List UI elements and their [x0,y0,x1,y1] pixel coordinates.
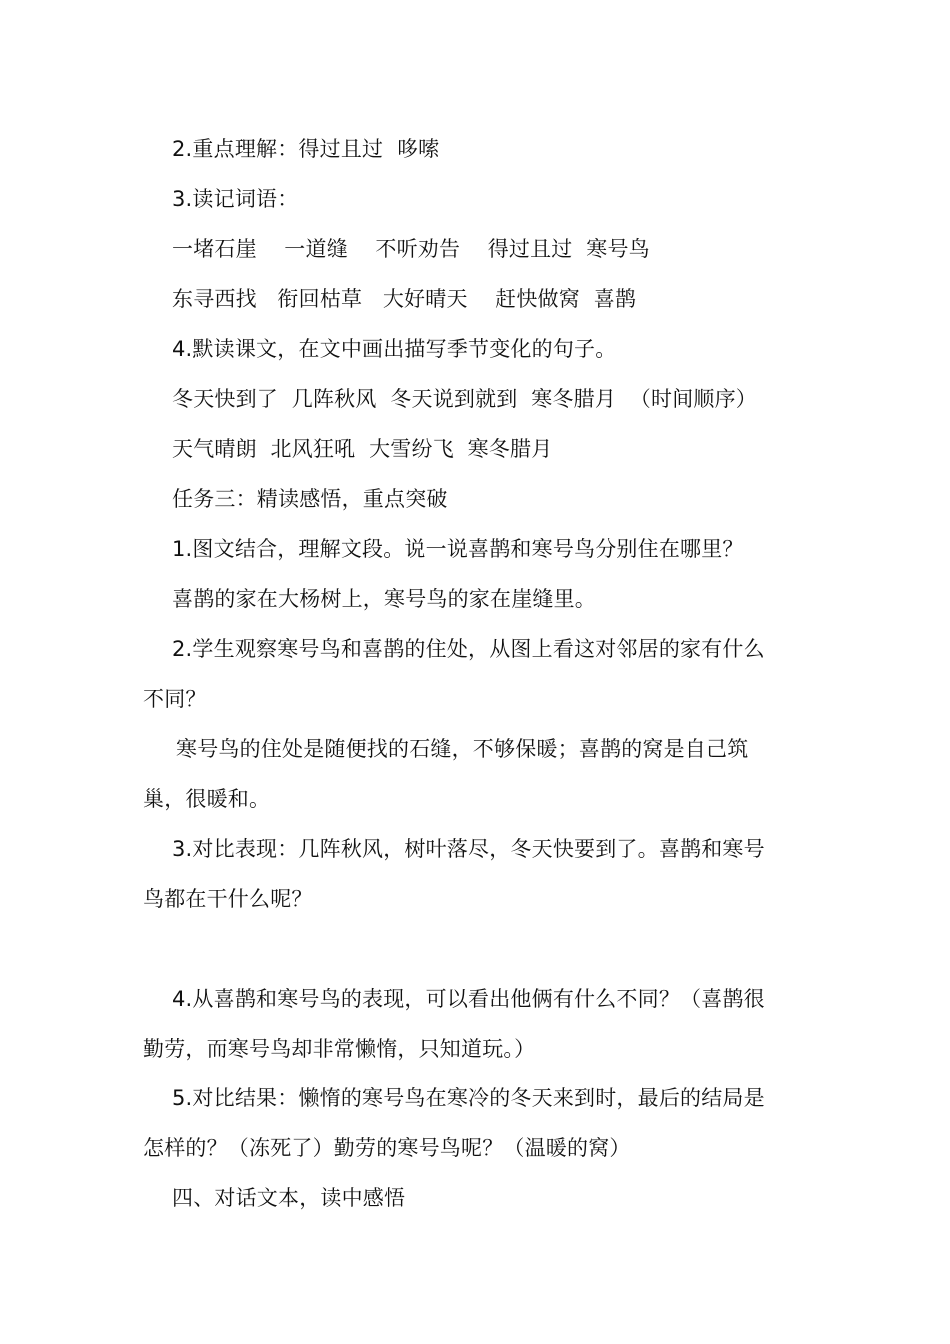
text-line-question-3-part-1: 3.对比表现：几阵秋风，树叶落尽，冬天快要到了。喜鹊和寒号 [172,837,765,861]
text-line-answer-2-part-2: 巢，很暖和。 [143,787,271,811]
text-line-answer-1: 喜鹊的家在大杨树上，寒号鸟的家在崖缝里。 [172,587,596,611]
text-line-season-order: 冬天快到了 几阵秋风 冬天说到就到 寒冬腊月 （时间顺序） [172,387,757,411]
text-line-question-5-part-1: 5.对比结果：懒惰的寒号鸟在寒冷的冬天来到时，最后的结局是 [172,1086,765,1110]
text-line-vocabulary-row-1: 一堵石崖 一道缝 不听劝告 得过且过 寒号鸟 [172,237,650,261]
text-line-question-1: 1.图文结合，理解文段。说一说喜鹊和寒号鸟分别住在哪里？ [172,537,744,561]
text-line-key-understanding: 2.重点理解：得过且过 哆嗦 [172,137,440,161]
text-line-question-4-part-2: 勤劳，而寒号鸟却非常懒惰，只知道玩。） [143,1037,536,1061]
text-line-task-three-heading: 任务三：精读感悟，重点突破 [172,487,448,511]
text-line-question-5-part-2: 怎样的？（冻死了）勤劳的寒号鸟呢？（温暖的窝） [143,1136,631,1160]
text-line-vocabulary-heading: 3.读记词语： [172,187,299,211]
text-line-question-4-part-1: 4.从喜鹊和寒号鸟的表现，可以看出他俩有什么不同？（喜鹊很 [172,987,765,1011]
text-line-section-four-heading: 四、对话文本，读中感悟 [172,1186,406,1210]
text-line-weather: 天气晴朗 北风狂吼 大雪纷飞 寒冬腊月 [172,437,553,461]
text-line-question-2-part-1: 2.学生观察寒号鸟和喜鹊的住处，从图上看这对邻居的家有什么 [172,637,765,661]
text-line-answer-2-part-1: 寒号鸟的住处是随便找的石缝，不够保暖；喜鹊的窝是自己筑 [176,737,749,761]
text-line-question-2-part-2: 不同？ [143,687,207,711]
text-line-question-3-part-2: 鸟都在干什么呢？ [143,887,313,911]
text-line-vocabulary-row-2: 东寻西找 衔回枯草 大好晴天 赶快做窝 喜鹊 [172,287,637,311]
text-line-silent-reading: 4.默读课文，在文中画出描写季节变化的句子。 [172,337,617,361]
